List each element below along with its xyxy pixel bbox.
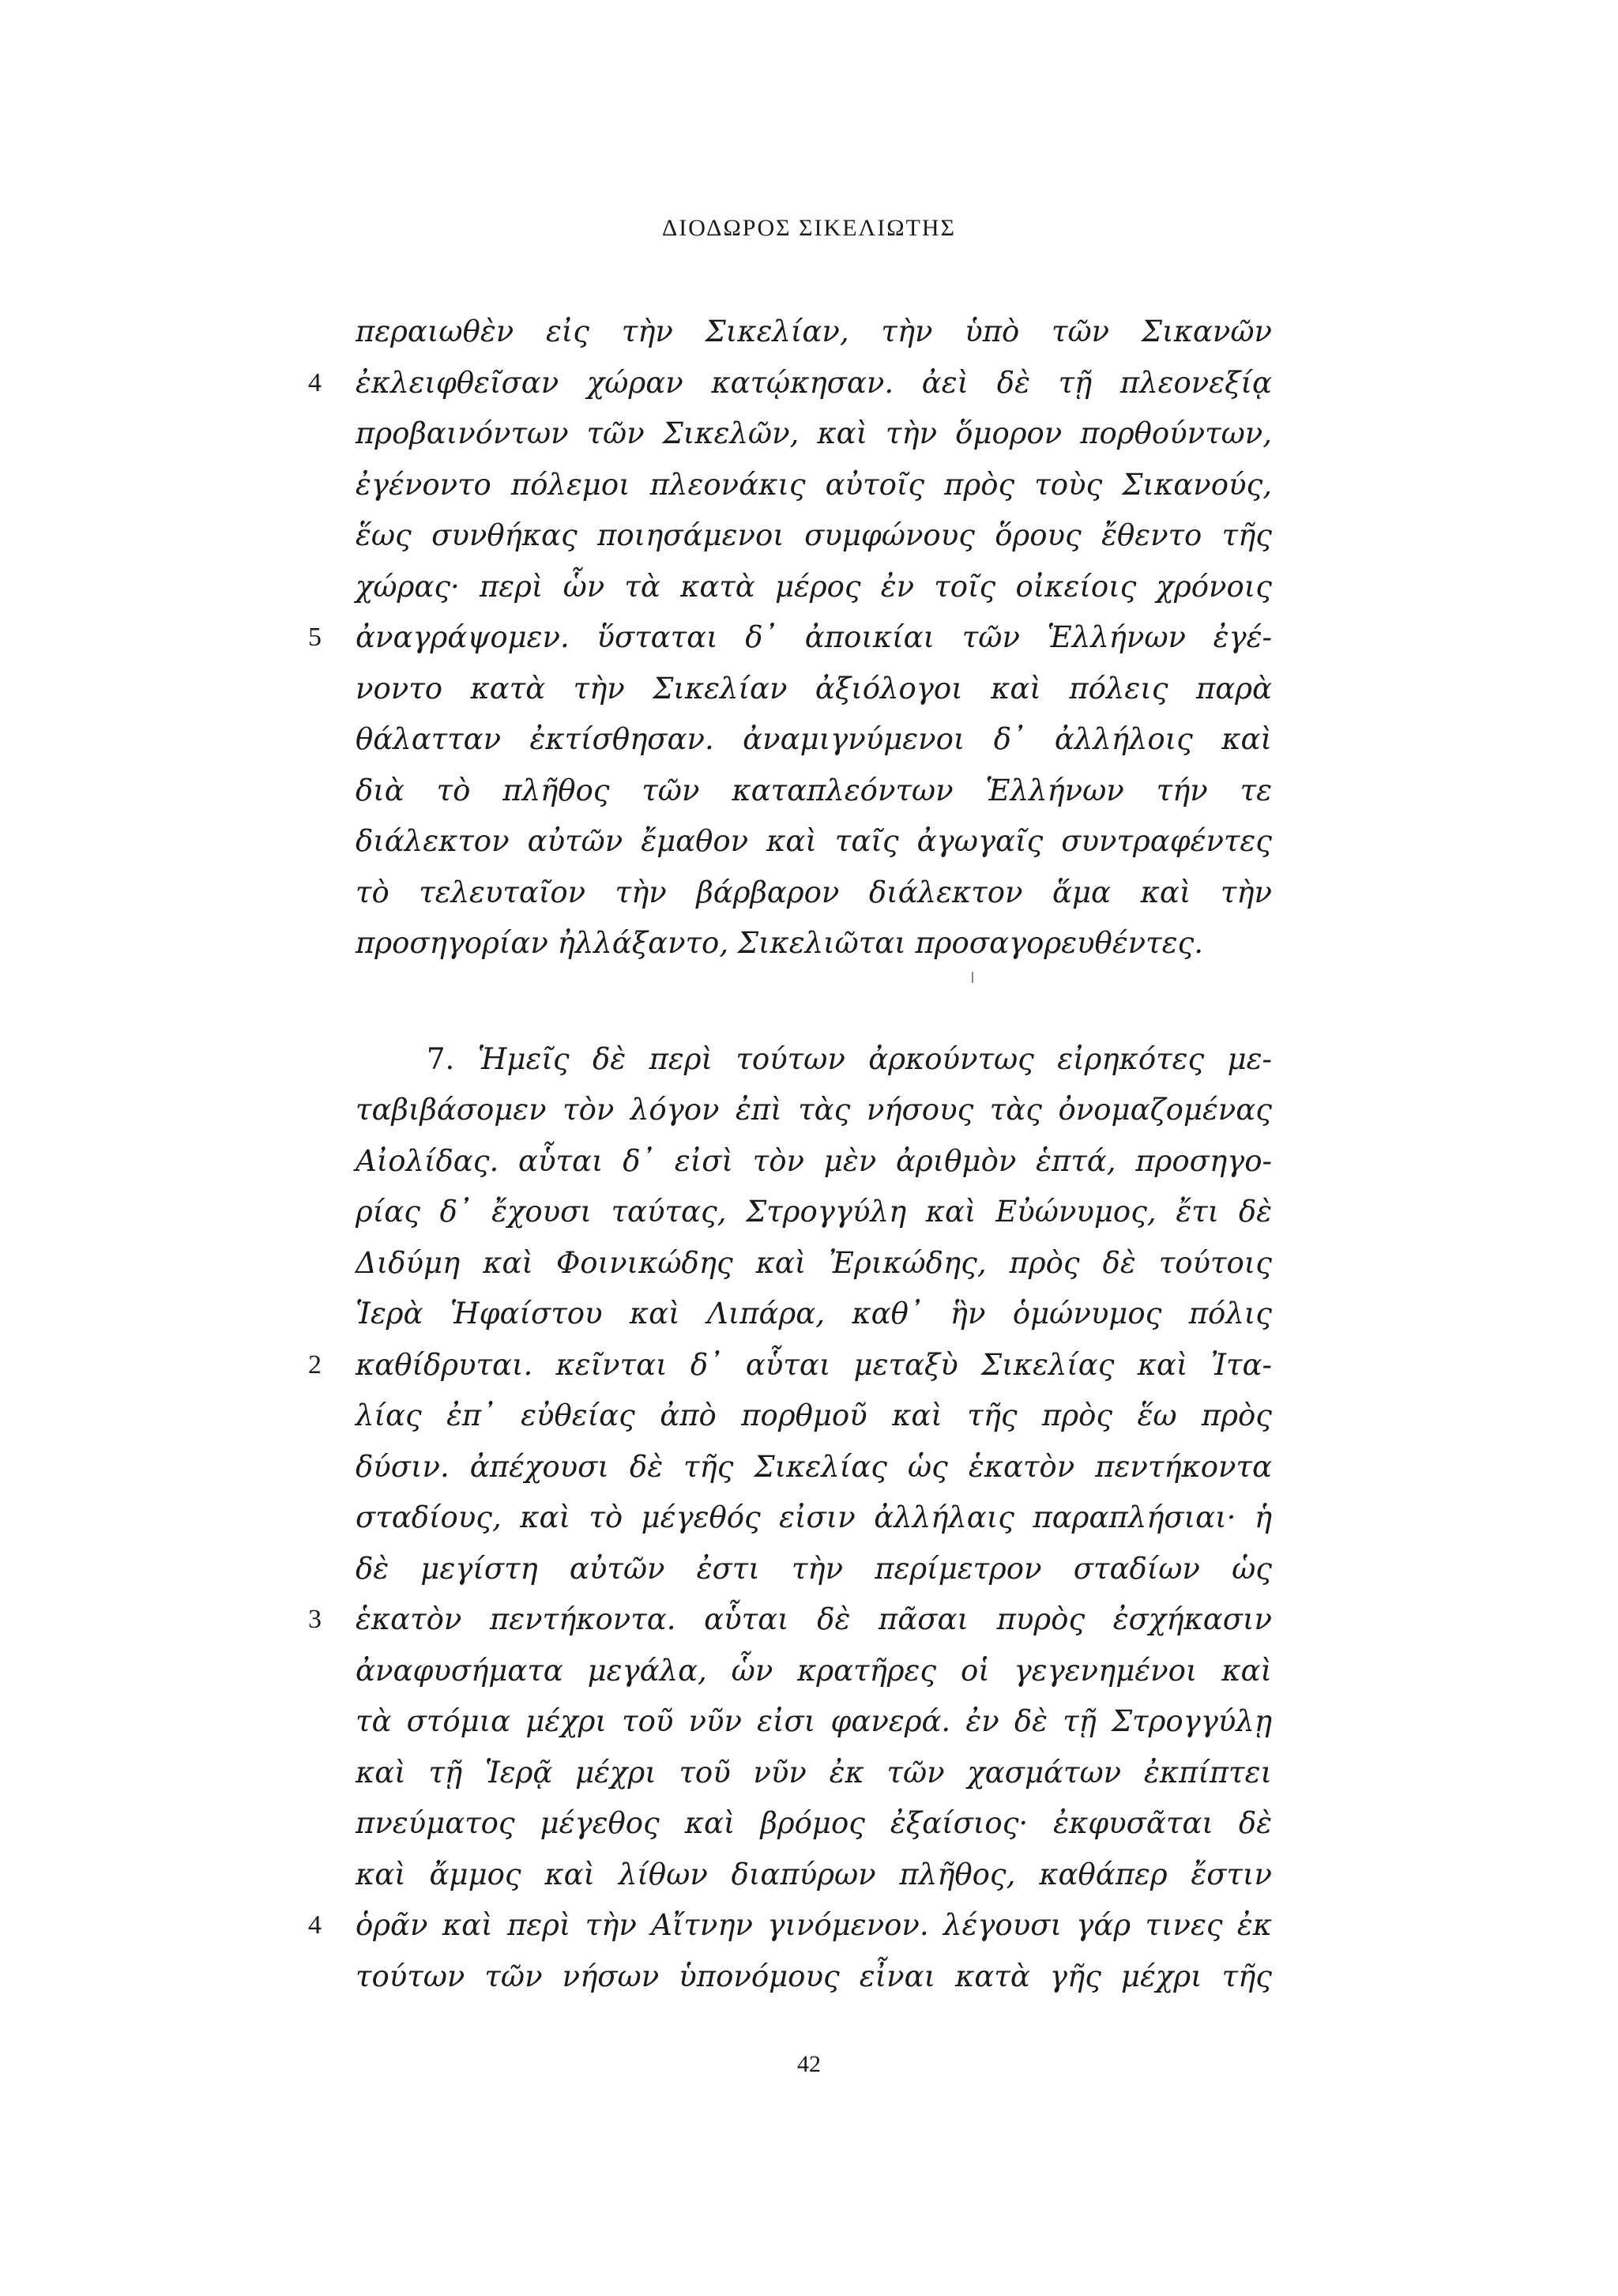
line-text: πνεύματος μέγεθος καὶ βρόμος ἐξαίσιος· ἐκφυσᾶται δὲ bbox=[356, 1806, 1272, 1840]
line-text: ἑκατὸν πεντήκοντα. αὗται δὲ πᾶσαι πυρὸς ἐσχήκασιν bbox=[356, 1602, 1272, 1636]
line-text: ρίας δ᾽ ἔχουσι ταύτας, Στρογγύλη καὶ Εὐώνυμος, ἔτι δὲ bbox=[356, 1195, 1272, 1229]
line-text: Αἰολίδας. αὗται δ᾽ εἰσὶ τὸν μὲν ἀριθμὸν ἑπτά, προσηγο- bbox=[356, 1143, 1272, 1178]
text-block bbox=[308, 307, 1272, 2002]
line-text: ἐγένοντο πόλεμοι πλεονάκις αὐτοῖς πρὸς τοὺς Σικανούς, bbox=[356, 467, 1272, 502]
text-line bbox=[356, 1289, 1272, 1340]
line-text: Ἱερὰ Ἡφαίστου καὶ Λιπάρα, καθ᾽ ἣν ὁμώνυμος πόλις bbox=[356, 1297, 1272, 1331]
text-line bbox=[308, 1900, 1272, 1952]
line-text: σταδίους, καὶ τὸ μέγεθός εἰσιν ἀλλήλαις παραπλήσιαι· ἡ bbox=[356, 1500, 1272, 1534]
page-number: 42 bbox=[797, 2051, 821, 2077]
text-line bbox=[308, 612, 1272, 664]
text-line bbox=[356, 1391, 1272, 1442]
text-line bbox=[308, 1594, 1272, 1646]
line-text: διὰ τὸ πλῆθος τῶν καταπλεόντων Ἑλλήνων τήν τε bbox=[356, 773, 1272, 807]
line-text: τὰ στόμια μέχρι τοῦ νῦν εἰσι φανερά. ἐν δὲ τῇ Στρογγύλῃ bbox=[356, 1704, 1272, 1738]
section-number: 5 bbox=[308, 623, 322, 652]
line-text: διάλεκτον αὐτῶν ἔμαθον καὶ ταῖς ἀγωγαῖς συντραφέντες bbox=[356, 824, 1272, 858]
text-line bbox=[308, 358, 1272, 409]
text-line bbox=[356, 1850, 1272, 1901]
text-line bbox=[356, 714, 1272, 766]
text-line bbox=[356, 1952, 1272, 2003]
text-line bbox=[356, 1034, 1272, 1086]
line-text: ἀναγράψομεν. ὕσταται δ᾽ ἀποικίαι τῶν Ἑλλήνων ἐγέ- bbox=[356, 620, 1272, 654]
section-number: 2 bbox=[308, 1349, 322, 1379]
text-line bbox=[356, 1646, 1272, 1697]
line-text: Ἡμεῖς δὲ περὶ τούτων ἀρκούντως εἰρηκότες με- bbox=[477, 1041, 1272, 1076]
line-text: δύσιν. ἀπέχουσι δὲ τῆς Σικελίας ὡς ἑκατὸν πεντήκοντα bbox=[356, 1449, 1272, 1484]
text-line bbox=[356, 918, 1272, 969]
paragraph-divider-mark bbox=[972, 972, 973, 983]
text-line bbox=[356, 1085, 1272, 1136]
line-text: Διδύμη καὶ Φοινικώδης καὶ Ἐρικώδης, πρὸς δὲ τούτοις bbox=[356, 1245, 1272, 1280]
line-text: θάλατταν ἐκτίσθησαν. ἀναμιγνύμενοι δ᾽ ἀλλήλοις καὶ bbox=[356, 722, 1272, 756]
line-text: λίας ἐπ᾽ εὐθείας ἀπὸ πορθμοῦ καὶ τῆς πρὸς ἕω πρὸς bbox=[356, 1398, 1272, 1432]
line-text: τούτων τῶν νήσων ὑπονόμους εἶναι κατὰ γῆς μέχρι τῆς bbox=[356, 1959, 1272, 1993]
chapter-number: 7. bbox=[427, 1041, 455, 1076]
paragraph-gap bbox=[356, 969, 1272, 1034]
line-text: νοντο κατὰ τὴν Σικελίαν ἀξιόλογοι καὶ πόλεις παρὰ bbox=[356, 671, 1272, 706]
text-line bbox=[356, 307, 1272, 358]
line-text: τὸ τελευταῖον τὴν βάρβαρον διάλεκτον ἅμα καὶ τὴν bbox=[356, 875, 1272, 909]
text-line bbox=[308, 1340, 1272, 1391]
text-line bbox=[356, 1748, 1272, 1799]
line-text: χώρας· περὶ ὧν τὰ κατὰ μέρος ἐν τοῖς οἰκείοις χρόνοις bbox=[356, 569, 1272, 604]
line-text: περαιωθὲν εἰς τὴν Σικελίαν, τὴν ὑπὸ τῶν Σικανῶν bbox=[356, 314, 1272, 348]
line-text: ταβιβάσομεν τὸν λόγον ἐπὶ τὰς νήσους τὰς ὀνομαζομένας bbox=[356, 1093, 1272, 1127]
text-line bbox=[356, 1492, 1272, 1544]
text-line bbox=[356, 816, 1272, 868]
running-head: ΔΙΟΔΩΡΟΣ ΣΙΚΕΛΙΩΤΗΣ bbox=[661, 215, 957, 241]
line-text: καὶ ἄμμος καὶ λίθων διαπύρων πλῆθος, καθάπερ ἔστιν bbox=[356, 1857, 1272, 1891]
section-number: 3 bbox=[308, 1605, 322, 1634]
line-text: ὁρᾶν καὶ περὶ τὴν Αἴτνην γινόμενον. λέγουσι γάρ τινες ἐκ bbox=[356, 1908, 1272, 1942]
section-number: 4 bbox=[308, 367, 322, 397]
line-text: καθίδρυται. κεῖνται δ᾽ αὗται μεταξὺ Σικελίας καὶ Ἰτα- bbox=[356, 1347, 1272, 1382]
text-line bbox=[356, 766, 1272, 817]
text-line bbox=[356, 1442, 1272, 1493]
section-number: 4 bbox=[308, 1910, 322, 1940]
line-text: προσηγορίαν ἠλλάξαντο, Σικελιῶται προσαγορευθέντες. bbox=[356, 926, 1203, 960]
text-line bbox=[356, 460, 1272, 511]
text-line bbox=[356, 562, 1272, 613]
text-line bbox=[356, 1187, 1272, 1238]
text-line bbox=[356, 1696, 1272, 1748]
text-line bbox=[356, 510, 1272, 562]
text-line bbox=[356, 1136, 1272, 1188]
line-text: προβαινόντων τῶν Σικελῶν, καὶ τὴν ὅμορον πορθούντων, bbox=[356, 416, 1272, 450]
text-line bbox=[356, 1798, 1272, 1850]
text-line bbox=[356, 1544, 1272, 1595]
line-text: ἐκλειφθεῖσαν χώραν κατῴκησαν. ἀεὶ δὲ τῇ πλεονεξίᾳ bbox=[356, 365, 1272, 400]
line-text: δὲ μεγίστη αὐτῶν ἐστι τὴν περίμετρον σταδίων ὡς bbox=[356, 1551, 1272, 1586]
text-line bbox=[356, 1238, 1272, 1289]
line-text: ἕως συνθήκας ποιησάμενοι συμφώνους ὅρους ἔθεντο τῆς bbox=[356, 518, 1272, 552]
text-line bbox=[356, 408, 1272, 460]
line-text: ἀναφυσήματα μεγάλα, ὧν κρατῆρες οἱ γεγενημένοι καὶ bbox=[356, 1653, 1272, 1688]
text-line bbox=[356, 868, 1272, 919]
text-line bbox=[356, 664, 1272, 715]
line-text: καὶ τῇ Ἱερᾷ μέχρι τοῦ νῦν ἐκ τῶν χασμάτων ἐκπίπτει bbox=[356, 1755, 1272, 1790]
